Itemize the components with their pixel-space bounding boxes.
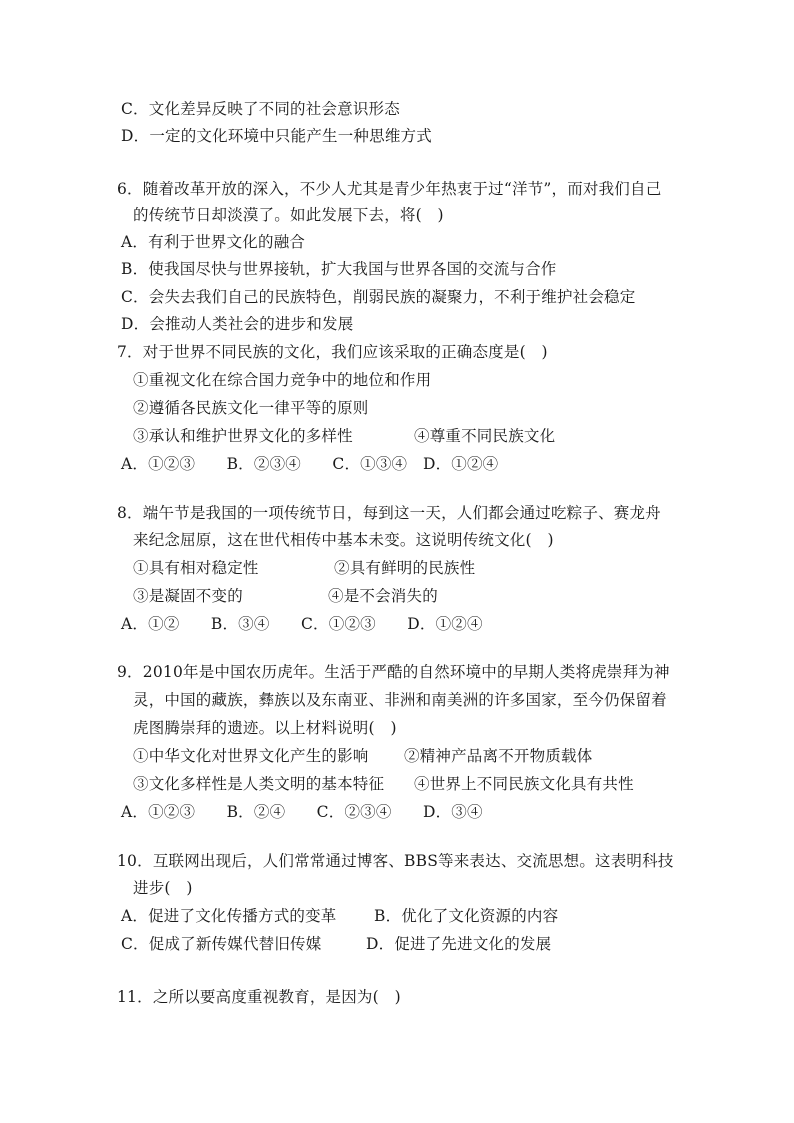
q7-statement-2: ②遵循各民族文化一律平等的原则 <box>133 399 369 417</box>
q10-stem-line2: 进步( ) <box>133 879 193 897</box>
q10-option-a: A．促进了文化传播方式的变革 <box>121 907 337 925</box>
q9-statement-4: ④世界上不同民族文化具有共性 <box>414 775 634 793</box>
q7-statement-3: ③承认和维护世界文化的多样性 <box>133 427 353 445</box>
q10-stem-line1: 10．互联网出现后，人们常常通过博客、BBS等来表达、交流思想。这表明科技 <box>117 852 674 870</box>
q8-statement-1: ①具有相对稳定性 <box>133 559 259 577</box>
q9-statement-1: ①中华文化对世界文化产生的影响 <box>133 747 369 765</box>
q6-stem-line1: 6．随着改革开放的深入，不少人尤其是青少年热衷于过“洋节”，而对我们自己 <box>117 180 662 198</box>
q8-statement-4: ④是不会消失的 <box>328 587 438 605</box>
q10-option-c: C．促成了新传媒代替旧传媒 <box>121 935 322 953</box>
q7-statement-4: ④尊重不同民族文化 <box>414 427 556 445</box>
q11-stem: 11．之所以要高度重视教育，是因为( ) <box>117 988 401 1006</box>
q9-stem-line1: 9．2010年是中国农历虎年。生活于严酷的自然环境中的早期人类将虎崇拜为神 <box>117 663 670 681</box>
q6-option-c: C．会失去我们自己的民族特色，削弱民族的凝聚力，不利于维护社会稳定 <box>121 288 636 306</box>
q9-stem-line2: 灵，中国的藏族，彝族以及东南亚、非洲和南美洲的许多国家，至今仍保留着 <box>133 691 667 709</box>
q8-statement-3: ③是凝固不变的 <box>133 587 243 605</box>
q7-statement-1: ①重视文化在综合国力竞争中的地位和作用 <box>133 371 432 389</box>
q5-option-c: C．文化差异反映了不同的社会意识形态 <box>121 100 400 118</box>
q5-option-d: D．一定的文化环境中只能产生一种思维方式 <box>121 127 432 145</box>
q6-option-b: B．使我国尽快与世界接轨，扩大我国与世界各国的交流与合作 <box>121 260 557 278</box>
q6-option-a: A．有利于世界文化的融合 <box>121 233 306 251</box>
q10-option-d: D．促进了先进文化的发展 <box>366 935 552 953</box>
q9-options: A．①②③ B．②④ C．②③④ D．③④ <box>121 803 483 821</box>
q6-stem-line2: 的传统节日却淡漠了。如此发展下去，将( ) <box>133 206 444 224</box>
q10-option-b: B．优化了文化资源的内容 <box>374 907 559 925</box>
q7-options: A．①②③ B．②③④ C．①③④ D．①②④ <box>121 455 499 473</box>
q7-stem: 7．对于世界不同民族的文化，我们应该采取的正确态度是( ) <box>117 343 548 361</box>
q9-statement-2: ②精神产品离不开物质载体 <box>404 747 593 765</box>
q9-stem-line3: 虎图腾崇拜的遗迹。以上材料说明( ) <box>133 719 397 737</box>
q6-option-d: D．会推动人类社会的进步和发展 <box>121 315 354 333</box>
q8-stem-line2: 来纪念屈原，这在世代相传中基本未变。这说明传统文化( ) <box>133 531 554 549</box>
q8-options: A．①② B．③④ C．①②③ D．①②④ <box>121 615 483 633</box>
q9-statement-3: ③文化多样性是人类文明的基本特征 <box>133 775 385 793</box>
q8-statement-2: ②具有鲜明的民族性 <box>334 559 476 577</box>
q8-stem-line1: 8．端午节是我国的一项传统节日，每到这一天，人们都会通过吃粽子、赛龙舟 <box>117 504 661 522</box>
